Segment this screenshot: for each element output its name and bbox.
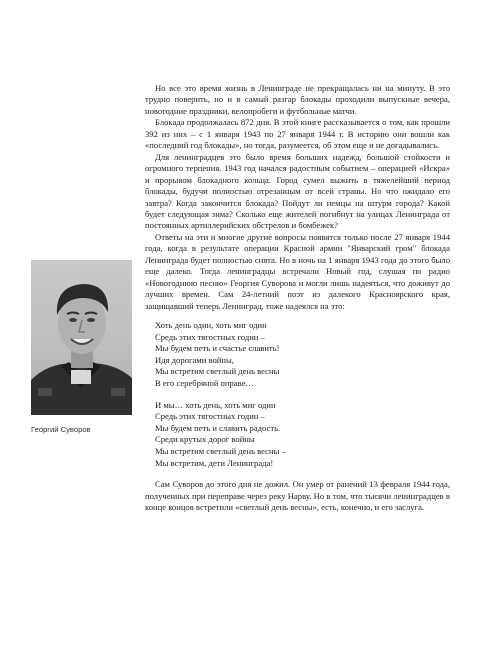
paragraph: Но все это время жизнь в Ленинграде не прекращалась ни на минуту. В это трудно поверить, но и в самый разгар блокады проходили выпускные вечера, новогодние праздники, велопробеги и футбольные матчи. xyxy=(145,83,450,116)
paragraph: Для ленинградцев это было время больших надежд, большой стойкости и огромного терпения. 1943 год начался радостным событием – операцией «Искра» и прорывом блокадного кольца. Город сумел выжить в тяжелейший период блокады, будучи полностью отрезанным от всей страны. Но что ожидало его завтра? Когда закончится блокада? Пойдут ли немцы на штурм города? Какой будет следующая зима? Сколько еще жителей погибнут на улицах Ленинграда от постоянных артиллерийских обстрелов и бомбежек? xyxy=(145,151,450,231)
closing-paragraph: Сам Суворов до этого дня не дожил. Он умер от ранений 13 февраля 1944 года, полученных при переправе через реку Нарву. Но в том, что тысячи ленинградцев в конце концов встретили «светлый день весны», есть, конечно, и его заслуга. xyxy=(145,479,450,513)
photo-caption: Георгий Суворов xyxy=(31,425,91,434)
poem-line: Средь этих тягостных годин – xyxy=(155,331,265,342)
main-text xyxy=(145,83,450,514)
poem-line: Хоть день один, хоть миг один xyxy=(155,320,267,331)
poem-line: Идя дорогами войны, xyxy=(155,354,234,365)
poem-line: Мы будем петь и счастье славить! xyxy=(155,343,280,354)
poem-line: И мы… хоть день, хоть миг один xyxy=(155,399,276,410)
poem-line: Мы встретим светлый день весны – xyxy=(155,446,286,456)
poem-line: Средь этих тягостных годин – xyxy=(155,411,265,422)
poem-line: В его серебряной оправе… xyxy=(155,378,254,389)
portrait-photo xyxy=(31,260,132,415)
poem-line: Мы встретим, дети Ленинграда! xyxy=(155,457,274,468)
poem-stanza-2 xyxy=(155,400,450,470)
paragraph: Блокада продолжалась 872 дня. В этой книге рассказывается о том, как прошли 392 из них – с 1 января 1943 по 27 января 1944 г. В историю они вошли как «последний год блокады», но тогда, разумеется, об этом еще и не догадывались. xyxy=(145,117,450,151)
poem-line: Мы будем петь и славить радость. xyxy=(155,422,281,433)
poem-line: Мы встретим светлый день весны xyxy=(155,366,280,377)
paragraph: Ответы на эти и многие другие вопросы появятся только после 27 января 1944 года, когда в результате операции Красной армии "Январский гром" блокада Ленинграда будет полностью снята. Но в ночь на 1 января 1943 года до этого было еще далеко. Тогда ленинградцы встречали Новый год, слушая по радио «Новогоднюю песню» Георгия Суворова и могли лишь надеяться, что доживут до лучших времен. Сам 24-летний поэт из далекого Красноярского края, защищавший теперь Ленинград, тоже надеялся на это: xyxy=(145,231,450,311)
poem-line: Среди крутых дорог войны xyxy=(155,434,255,445)
poem-stanza-1 xyxy=(155,320,450,390)
